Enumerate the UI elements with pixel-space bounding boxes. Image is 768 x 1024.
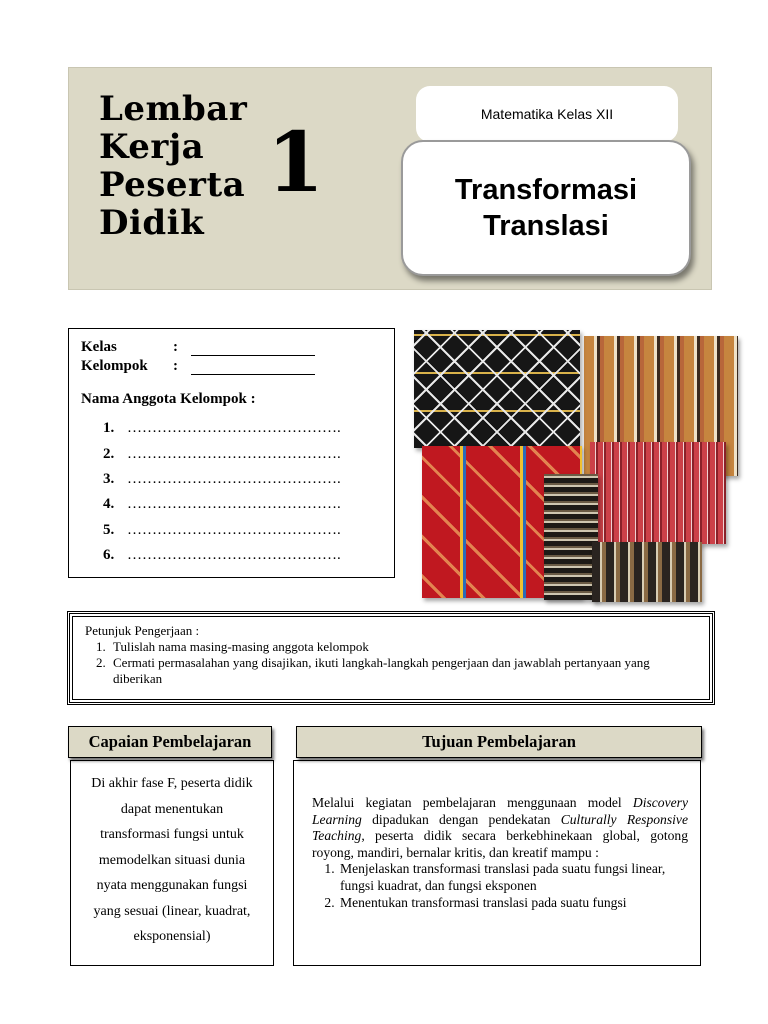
textile-swatch <box>414 330 580 448</box>
member-list <box>103 416 382 568</box>
title-line: Lembar <box>99 89 248 129</box>
header-band <box>68 67 712 290</box>
instructions-list <box>85 639 697 687</box>
title-line: Kerja <box>99 127 205 167</box>
topic-line: Transformasi <box>454 174 638 206</box>
model-name: Discovery Learning <box>312 795 688 827</box>
tujuan-box <box>293 760 701 966</box>
tujuan-heading: Tujuan Pembelajaran <box>296 726 702 758</box>
member-item[interactable] <box>103 518 382 543</box>
capaian-line: yang sesuai (linear, kuadrat, <box>93 903 251 919</box>
topic-line: Translasi <box>483 210 609 242</box>
subject-text: Matematika Kelas XII <box>480 106 614 122</box>
textile-swatch <box>544 474 598 600</box>
textile-swatch <box>590 442 726 544</box>
member-number: 4. <box>103 496 115 513</box>
member-number: 6. <box>103 547 115 564</box>
worksheet-title <box>99 90 247 242</box>
class-label: Kelas <box>81 339 117 355</box>
capaian-line: memodelkan situasi dunia <box>98 852 246 868</box>
capaian-line: eksponensial) <box>133 929 211 944</box>
member-blank: ……………………………………. <box>127 521 341 538</box>
capaian-box <box>70 760 274 966</box>
tujuan-item: 1. Menjelaskan transformasi translasi pada suatu fungsi linear, fungsi kuadrat, dan fungsi eksponen <box>338 861 688 894</box>
tujuan-list <box>312 861 688 911</box>
tujuan-intro-part: dipadukan dengan pendekatan <box>361 811 561 827</box>
class-row <box>81 337 382 356</box>
member-item[interactable] <box>103 492 382 517</box>
capaian-heading: Capaian Pembelajaran <box>68 726 272 758</box>
member-blank: ……………………………………. <box>127 496 341 513</box>
capaian-line: dapat menentukan <box>120 801 224 817</box>
colon: : <box>173 358 178 374</box>
member-blank: ……………………………………. <box>127 420 341 437</box>
member-blank: ……………………………………. <box>127 445 341 462</box>
member-number: 5. <box>103 521 115 538</box>
title-line: Didik <box>99 203 205 243</box>
member-item[interactable] <box>103 416 382 441</box>
members-heading: Nama Anggota Kelompok : <box>81 391 256 407</box>
group-row <box>81 356 382 375</box>
group-input-line[interactable] <box>191 360 315 375</box>
approach-name: Culturally Responsive Teaching <box>312 811 688 844</box>
topic-title-box <box>401 140 691 276</box>
subject-label <box>416 86 678 142</box>
member-item[interactable] <box>103 467 382 492</box>
title-line: Peserta <box>99 165 246 205</box>
identity-box <box>68 328 395 578</box>
instructions-heading: Petunjuk Pengerjaan : <box>85 623 200 638</box>
member-number: 2. <box>103 445 115 462</box>
colon: : <box>173 339 178 355</box>
capaian-line: Di akhir fase F, peserta didik <box>91 776 253 791</box>
member-number: 3. <box>103 470 115 487</box>
member-number: 1. <box>103 420 115 437</box>
capaian-line: transformasi fungsi untuk <box>100 827 244 842</box>
textile-collage-image <box>412 328 742 604</box>
class-input-line[interactable] <box>191 341 315 356</box>
member-item[interactable] <box>103 543 382 568</box>
instruction-item: 1. Tulislah nama masing-masing anggota kelompok <box>109 639 697 655</box>
worksheet-number: 1 <box>267 115 325 211</box>
tujuan-intro-part: , peserta didik secara berkebhinekaan global, gotong royong, mandiri, bernalar kritis, dan kreatif mampu : <box>312 828 688 860</box>
capaian-line: nyata menggunakan fungsi <box>96 878 248 893</box>
member-item[interactable] <box>103 441 382 466</box>
tujuan-intro <box>312 795 688 861</box>
instructions-inner <box>72 616 710 700</box>
group-label: Kelompok <box>81 358 148 374</box>
member-blank: ……………………………………. <box>127 470 341 487</box>
tujuan-intro-part: Melalui kegiatan pembelajaran menggunaan model <box>312 795 633 810</box>
member-blank: ……………………………………. <box>127 547 341 564</box>
tujuan-item: 2. Menentukan transformasi translasi pada suatu fungsi <box>338 895 688 912</box>
instructions-box <box>67 611 715 705</box>
instruction-item: 2. Cermati permasalahan yang disajikan, ikuti langkah-langkah pengerjaan dan jawablah pertanyaan yang diberikan <box>109 655 697 687</box>
textile-swatch <box>592 542 702 602</box>
